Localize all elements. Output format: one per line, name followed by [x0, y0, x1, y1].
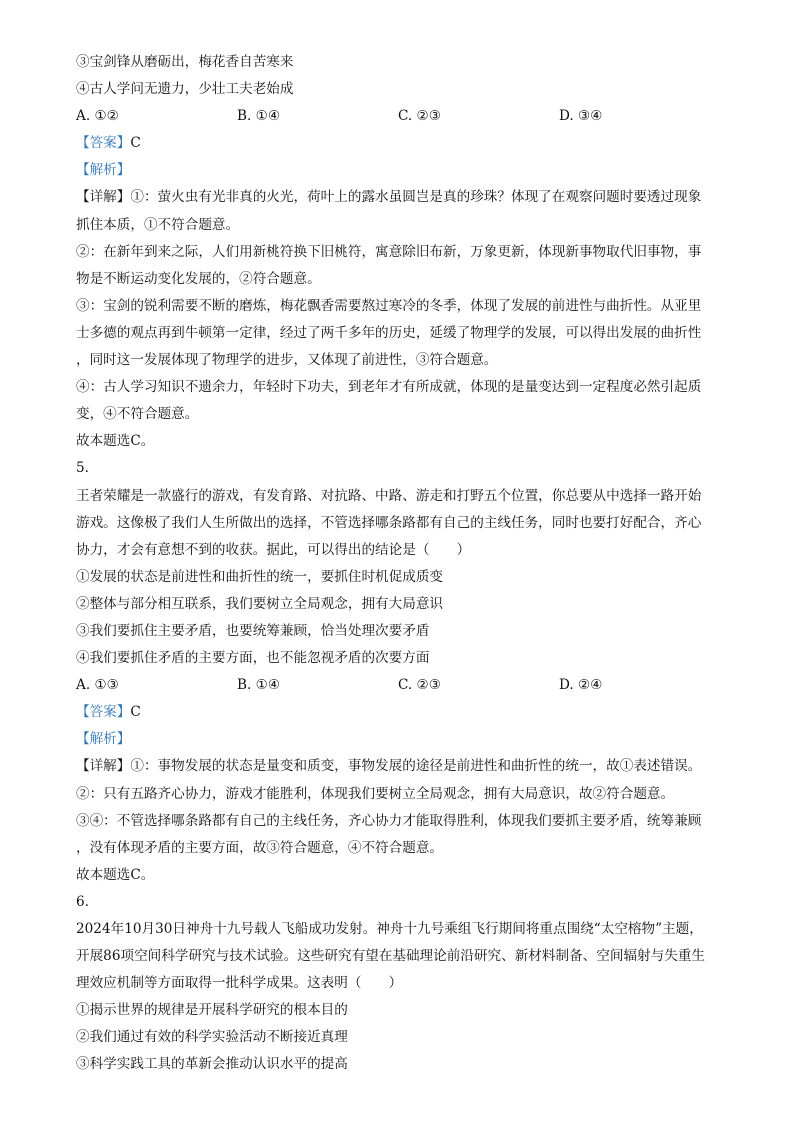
- q5-option-item-2: ②整体与部分相互联系，我们要树立全局观念，拥有大局意识: [76, 595, 444, 612]
- q5-option-item-4: ④我们要抓住矛盾的主要方面，也不能忽视矛盾的次要方面: [76, 650, 430, 667]
- q5-detail-line: ，没有体现矛盾的主要方面，故③符合题意，④不符合题意。: [76, 839, 444, 856]
- q5-number: 5.: [76, 460, 89, 477]
- analysis-tag: 解析: [89, 731, 117, 748]
- q4-choice-d: D. ③④: [559, 108, 603, 125]
- q5-stem-line: 游戏。这像极了我们人生所做出的选择，不管选择哪条路都有自己的主线任务，同时也要打好配合，齐心: [76, 514, 702, 531]
- answer-value: C: [130, 135, 141, 152]
- q5-option-item-1: ①发展的状态是前进性和曲折性的统一，要抓住时机促成质变: [76, 568, 444, 585]
- q5-conclusion: 故本题选C。: [76, 866, 155, 883]
- q4-option-item-3: ③宝剑锋从磨砺出，梅花香自苦寒来: [76, 54, 294, 70]
- q5-choice-c: C. ②③: [398, 677, 441, 694]
- q4-detail-line: ②：在新年到来之际，人们用新桃符换下旧桃符，寓意除旧布新，万象更新，体现新事物取代旧事物，事: [76, 243, 702, 260]
- q4-detail-line: 抓住本质，①不符合题意。: [76, 216, 240, 233]
- q4-detail-line: 变，④不符合题意。: [76, 406, 199, 423]
- q5-stem-line: 协力，才会有意想不到的收获。据此，可以得出的结论是（ ）: [76, 541, 471, 558]
- exam-page: [76, 49, 726, 1079]
- q4-detail-line: 物是不断运动变化发展的，②符合题意。: [76, 270, 321, 287]
- q5-choice-a: A. ①③: [76, 677, 119, 694]
- q6-stem-line: 开展86项空间科学研究与技术试验。这些研究有望在基础理论前沿研究、新材料制备、空间辐射与失重生: [76, 948, 706, 965]
- q4-choice-b: B. ①④: [237, 108, 281, 125]
- q4-answer: 【答案】C: [76, 135, 141, 152]
- q5-choices: [76, 672, 726, 699]
- answer-tag: 答案: [89, 704, 117, 721]
- q6-option-item-3: ③科学实践工具的革新会推动认识水平的提高: [76, 1056, 348, 1073]
- q4-conclusion: 故本题选C。: [76, 433, 155, 450]
- q4-option-item-4: ④古人学问无遗力，少壮工夫老始成: [76, 81, 294, 98]
- q4-choices: [76, 103, 726, 130]
- detail-tag: 详解: [89, 189, 117, 206]
- q4-detail-line: ④：古人学习知识不遗余力，年轻时下功夫，到老年才有所成就，体现的是量变达到一定程度必然引起质: [76, 379, 702, 396]
- q4-detail-line: 【详解】①：萤火虫有光非真的火光，荷叶上的露水虽圆岂是真的珍珠？体现了在观察问题时要透过现象: [76, 189, 702, 206]
- q5-answer: 【答案】C: [76, 704, 141, 721]
- q4-choice-a: A. ①②: [76, 108, 119, 125]
- q5-detail-line: ③④：不管选择哪条路都有自己的主线任务，齐心协力才能取得胜利，体现我们要抓主要矛盾，统筹兼顾: [76, 812, 702, 829]
- q4-detail-line: 士多德的观点再到牛顿第一定律，经过了两千多年的历史，延缓了物理学的发展，可以得出发展的曲折性: [76, 324, 702, 341]
- q5-choice-d: D. ②④: [559, 677, 603, 694]
- answer-value: C: [130, 704, 141, 721]
- q6-stem-line: 2024年10月30日神舟十九号载人飞船成功发射。神舟十九号乘组飞行期间将重点围绕“太空榕物”主题，: [76, 921, 703, 937]
- q5-choice-b: B. ①④: [237, 677, 281, 694]
- q4-detail-line: ，同时这一发展体现了物理学的进步，又体现了前进性，③符合题意。: [76, 352, 498, 369]
- q4-choice-c: C. ②③: [398, 108, 441, 125]
- q4-analysis-heading: 【解析】: [76, 162, 131, 179]
- detail-tag: 详解: [89, 758, 117, 775]
- q6-number: 6.: [76, 893, 89, 910]
- q5-stem-line: 王者荣耀是一款盛行的游戏，有发育路、对抗路、中路、游走和打野五个位置，你总要从中选择一路开始: [76, 487, 702, 504]
- q5-detail-line: ②：只有五路齐心协力，游戏才能胜利，体现我们要树立全局观念，拥有大局意识，故②符合题意。: [76, 785, 675, 802]
- q5-analysis-heading: 【解析】: [76, 731, 131, 748]
- answer-tag: 答案: [89, 135, 117, 152]
- analysis-tag: 解析: [89, 162, 117, 179]
- q5-detail-line: 【详解】①：事物发展的状态是量变和质变，事物发展的途径是前进性和曲折性的统一，故①表述错误。: [76, 758, 702, 775]
- q6-option-item-1: ①揭示世界的规律是开展科学研究的根本目的: [76, 1002, 348, 1019]
- q4-detail-line: ③：宝剑的锐利需要不断的磨炼，梅花飘香需要熬过寒冷的冬季，体现了发展的前进性与曲折性。从亚里: [76, 297, 702, 314]
- q6-stem-line: 理效应机制等方面取得一批科学成果。这表明（ ）: [76, 975, 403, 992]
- q5-option-item-3: ③我们要抓住主要矛盾，也要统筹兼顾，恰当处理次要矛盾: [76, 622, 430, 639]
- q6-option-item-2: ②我们通过有效的科学实验活动不断接近真理: [76, 1029, 348, 1046]
